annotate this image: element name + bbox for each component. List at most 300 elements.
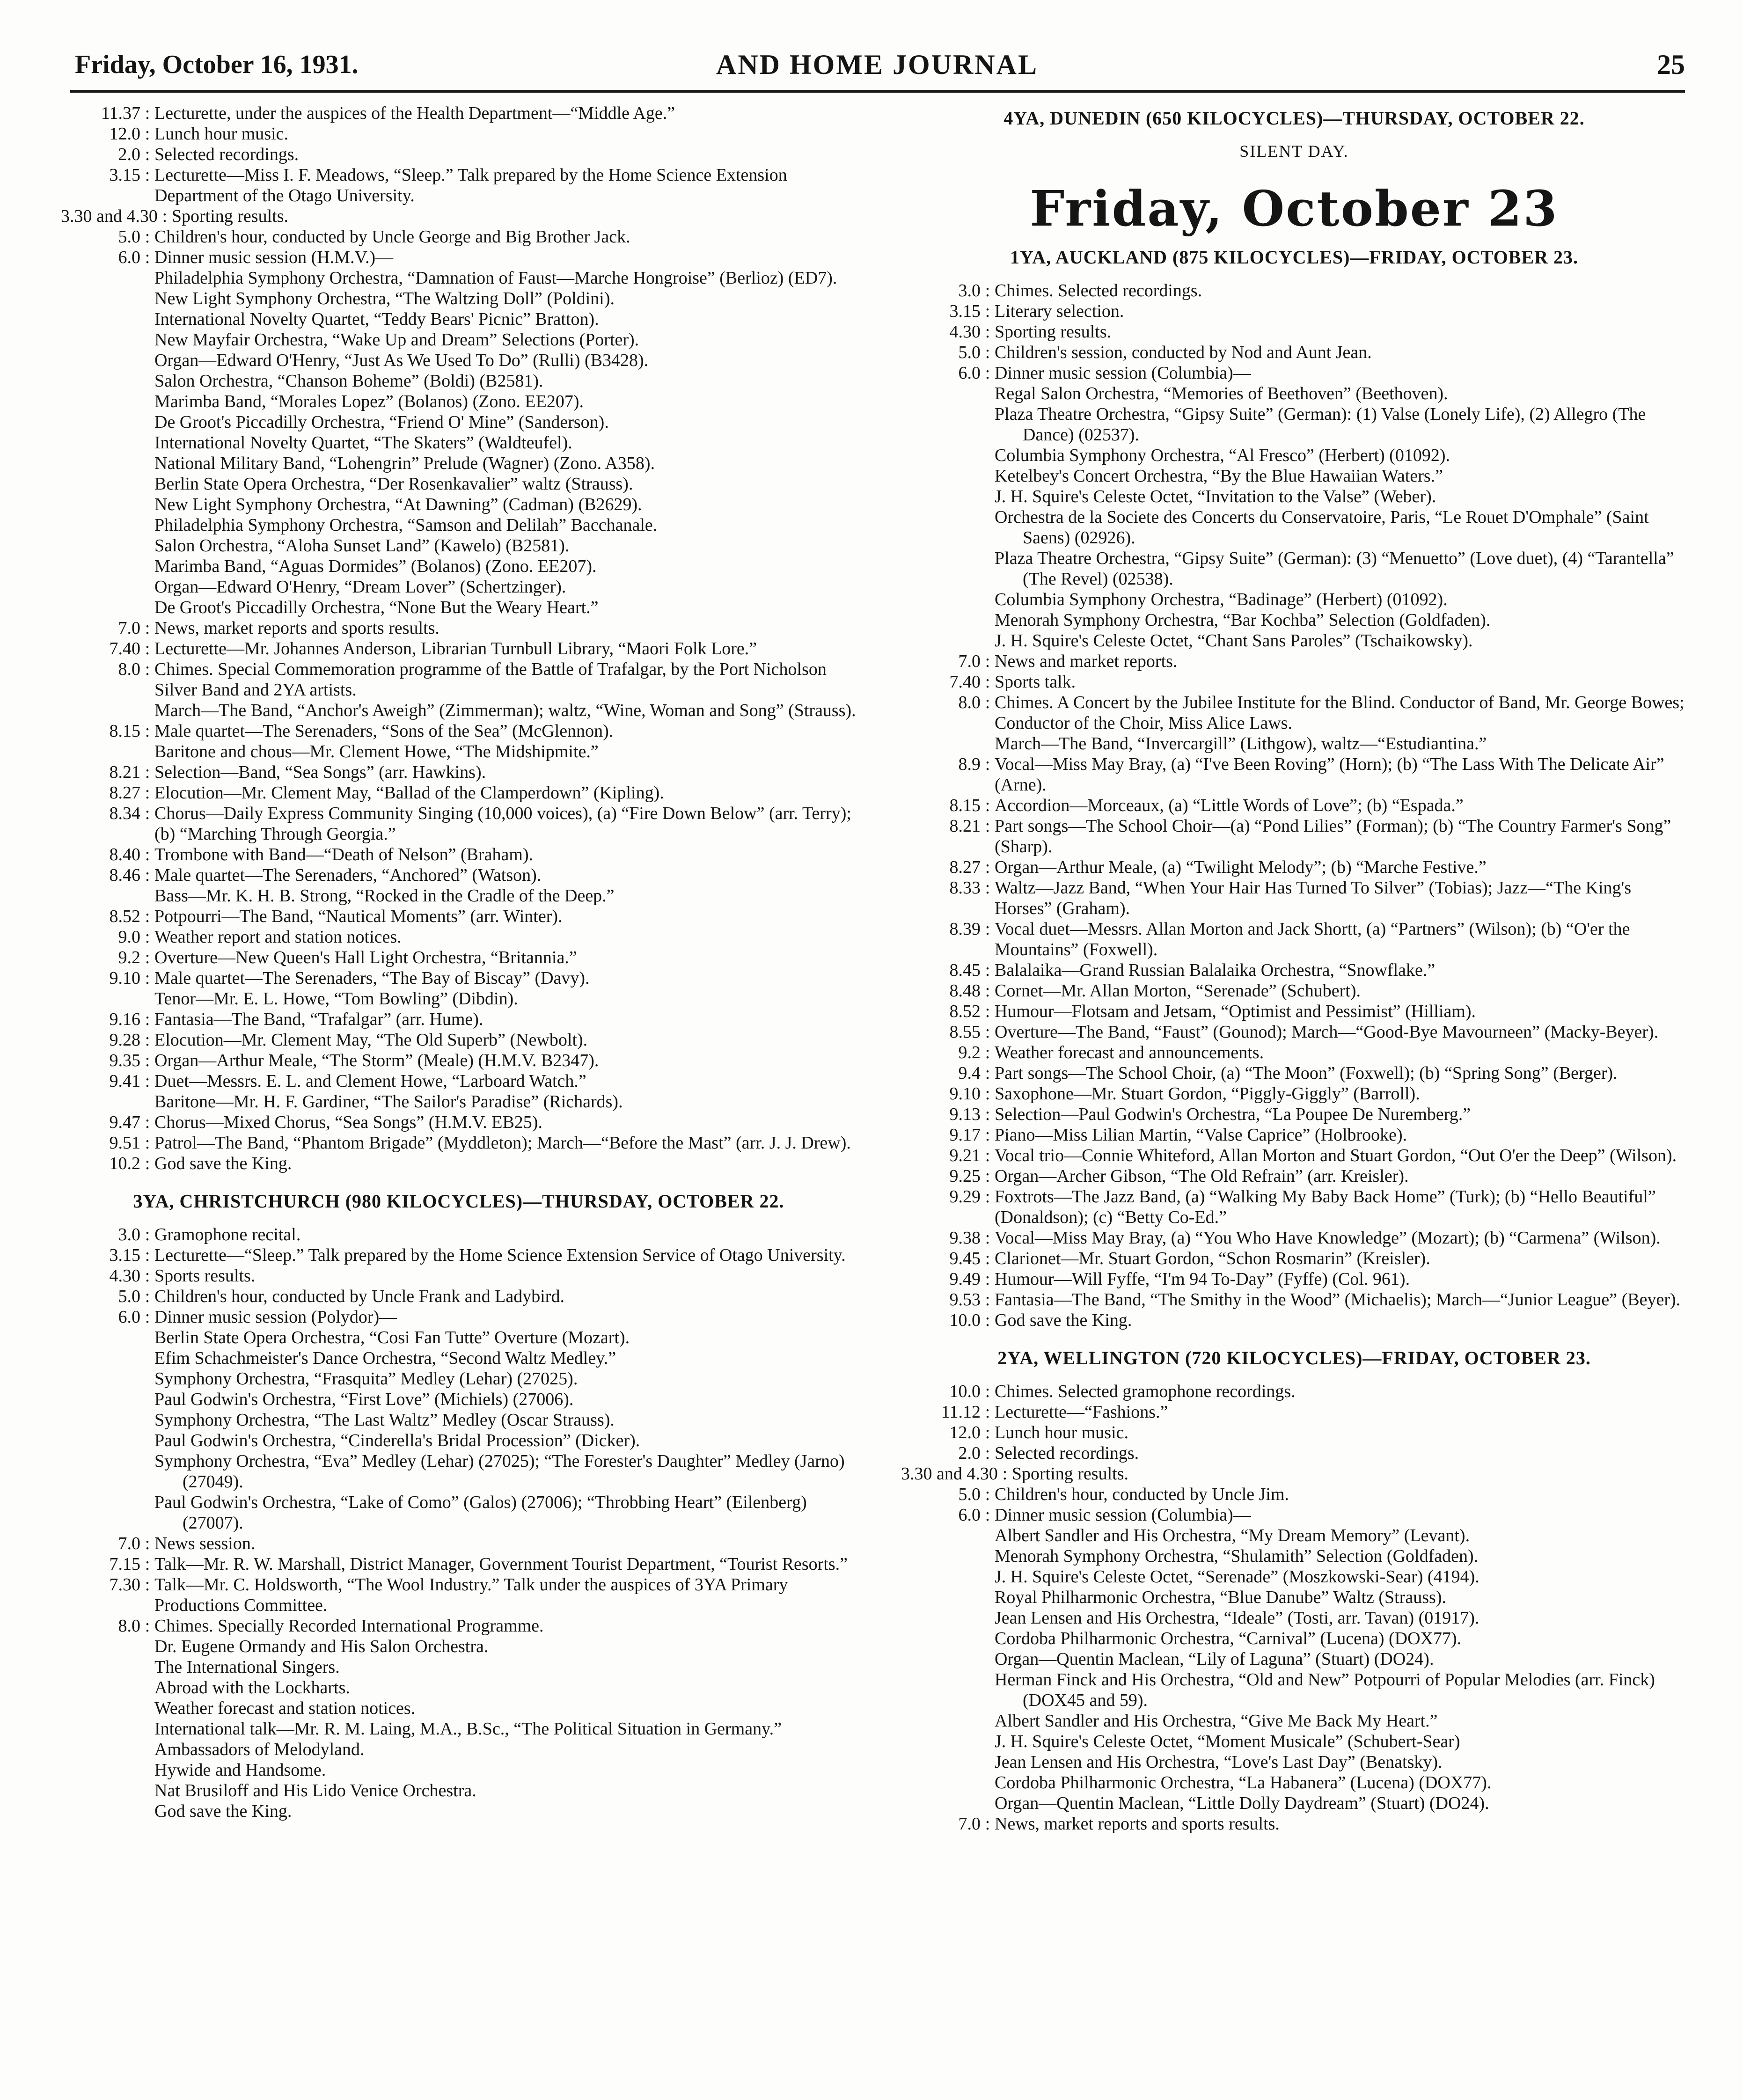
program-entry — [901, 795, 1687, 816]
program-entry — [901, 1269, 1687, 1289]
entry-separator: : — [985, 878, 990, 898]
entry-separator: : — [985, 1382, 990, 1401]
silent-day-note: SILENT DAY. — [1239, 142, 1349, 161]
entry-time: 5.0 — [958, 343, 981, 362]
entry-text: Selection—Paul Godwin's Orchestra, “La Poupee De Nuremberg.” — [995, 1105, 1471, 1124]
entry-time: 8.40 — [109, 845, 140, 864]
entry-text: News and market reports. — [995, 651, 1178, 671]
entry-text: Lecturette—Mr. Johannes Anderson, Librarian Turnbull Library, “Maori Folk Lore.” — [154, 639, 757, 659]
sub-item-list — [61, 1091, 857, 1112]
program-list — [61, 1533, 857, 1636]
entry-text: Patrol—The Band, “Phantom Brigade” (Myddleton); March—“Before the Mast” (arr. J. J. Drew). — [154, 1133, 851, 1153]
entry-time: 4.30 — [949, 322, 981, 342]
list-item: Albert Sandler and His Orchestra, “My Dream Memory” (Levant). — [995, 1526, 1470, 1545]
list-item: J. H. Squire's Celeste Octet, “Invitation to the Valse” (Weber). — [995, 487, 1436, 506]
entry-separator: : — [145, 1534, 150, 1553]
entry-text: Dinner music session (Polydor)— — [154, 1307, 397, 1327]
list-item: The International Singers. — [154, 1657, 340, 1677]
program-entry — [61, 165, 857, 206]
program-entry — [61, 1616, 857, 1636]
entry-text: Clarionet—Mr. Stuart Gordon, “Schon Rosmarin” (Kreisler). — [995, 1249, 1430, 1268]
entry-separator: : — [985, 1228, 990, 1248]
list-item: Symphony Orchestra, “The Last Waltz” Medley (Oscar Strauss). — [154, 1410, 615, 1430]
entry-text: Chorus—Mixed Chorus, “Sea Songs” (H.M.V. EB25). — [154, 1112, 542, 1132]
entry-separator: : — [145, 1245, 150, 1265]
entry-separator: : — [145, 783, 150, 803]
entry-text: Chimes. Selected recordings. — [995, 281, 1202, 300]
program-entry — [901, 1042, 1687, 1063]
program-entry — [901, 672, 1687, 692]
program-entry — [901, 1310, 1687, 1331]
header-title: AND HOME JOURNAL — [716, 49, 1038, 80]
entry-time: 8.0 — [118, 659, 140, 679]
list-item: J. H. Squire's Celeste Octet, “Chant Sans Paroles” (Tschaikowsky). — [995, 631, 1473, 651]
entry-time: 8.27 — [949, 857, 981, 877]
entry-separator: : — [985, 363, 990, 383]
list-item: Menorah Symphony Orchestra, “Shulamith” Selection (Goldfaden). — [995, 1546, 1479, 1566]
program-entry — [61, 144, 857, 165]
entry-text: Talk—Mr. C. Holdsworth, “The Wool Industry.” Talk under the auspices of 3YA Primary Productions Committee. — [154, 1575, 788, 1615]
list-item: Paul Godwin's Orchestra, “Cinderella's Bridal Procession” (Dicker). — [154, 1431, 640, 1450]
program-list — [61, 906, 857, 988]
program-list — [901, 651, 1687, 733]
entry-separator: : — [985, 343, 990, 362]
program-entry — [61, 1245, 857, 1266]
entry-text: Trombone with Band—“Death of Nelson” (Braham). — [154, 845, 534, 864]
entry-separator: : — [1002, 1464, 1008, 1484]
program-entry — [61, 1071, 857, 1091]
sub-item-list — [61, 700, 857, 721]
entry-text: Overture—The Band, “Faust” (Gounod); March—“Good-Bye Mavourneen” (Macky-Beyer). — [995, 1022, 1659, 1042]
entry-separator: : — [145, 927, 150, 947]
entry-text: Humour—Flotsam and Jetsam, “Optimist and Pessimist” (Hilliam). — [995, 1002, 1476, 1021]
entry-text: Vocal duet—Messrs. Allan Morton and Jack Shortt, (a) “Partners” (Wilson); (b) “O'er the Mountains” (Foxwell). — [995, 919, 1630, 959]
list-item: Menorah Symphony Orchestra, “Bar Kochba” Selection (Goldfaden). — [995, 610, 1491, 630]
left-column — [61, 103, 857, 1822]
entry-text: Weather report and station notices. — [154, 927, 402, 947]
program-entry — [901, 280, 1687, 301]
entry-time: 7.0 — [118, 618, 140, 638]
entry-separator: : — [145, 1266, 150, 1286]
entry-text: Selected recordings. — [995, 1443, 1139, 1463]
station-heading-wellington: 2YA, WELLINGTON (720 KILOCYCLES)—FRIDAY, OCTOBER 23. — [997, 1347, 1591, 1368]
entry-text: News session. — [154, 1534, 256, 1553]
program-entry — [901, 1145, 1687, 1166]
entry-time: 9.17 — [949, 1125, 981, 1145]
entry-time: 8.48 — [949, 981, 981, 1001]
entry-separator: : — [985, 1505, 990, 1525]
entry-separator: : — [985, 796, 990, 815]
list-item: Organ—Quentin Maclean, “Little Dolly Daydream” (Stuart) (DO24). — [995, 1793, 1489, 1813]
entry-text: Saxophone—Mr. Stuart Gordon, “Piggly-Giggly” (Barroll). — [995, 1084, 1420, 1104]
list-item: Berlin State Opera Orchestra, “Cosi Fan Tutte” Overture (Mozart). — [154, 1328, 630, 1347]
entry-separator: : — [985, 1814, 990, 1834]
entry-time: 8.15 — [109, 721, 140, 741]
entry-time: 12.0 — [109, 124, 140, 144]
entry-text: Fantasia—The Band, “Trafalgar” (arr. Hume). — [154, 1010, 483, 1029]
entry-time: 9.2 — [958, 1043, 981, 1062]
list-item: J. H. Squire's Celeste Octet, “Moment Musicale” (Schubert-Sear) — [995, 1732, 1460, 1751]
program-entry — [61, 947, 857, 968]
program-entry — [901, 1083, 1687, 1104]
entry-separator: : — [985, 1084, 990, 1104]
list-item: Tenor—Mr. E. L. Howe, “Tom Bowling” (Dibdin). — [154, 989, 518, 1009]
program-entry — [61, 844, 857, 865]
entry-time: 9.47 — [109, 1112, 140, 1132]
list-item: Cordoba Philharmonic Orchestra, “La Habanera” (Lucena) (DOX77). — [995, 1773, 1492, 1793]
entry-separator: : — [985, 1269, 990, 1289]
program-entry — [901, 1186, 1687, 1228]
list-item: International talk—Mr. R. M. Laing, M.A., B.Sc., “The Political Situation in Germany.” — [154, 1719, 782, 1739]
dinner-music-list — [901, 1525, 1687, 1814]
entry-separator: : — [985, 1187, 990, 1207]
entry-time: 9.51 — [109, 1133, 140, 1153]
list-item: Salon Orchestra, “Aloha Sunset Land” (Kawelo) (B2581). — [154, 536, 570, 556]
entry-separator: : — [985, 960, 990, 980]
entry-text: Children's hour, conducted by Uncle Jim. — [995, 1485, 1289, 1504]
entry-time: 9.10 — [949, 1084, 981, 1104]
entry-time: 8.21 — [949, 816, 981, 836]
entry-time: 8.9 — [958, 754, 981, 774]
program-entry — [61, 638, 857, 659]
entry-separator: : — [145, 639, 150, 659]
entry-time: 7.0 — [958, 651, 981, 671]
program-list — [61, 1112, 857, 1174]
entry-time: 7.40 — [949, 672, 981, 692]
entry-separator: : — [145, 804, 150, 823]
entry-text: News, market reports and sports results. — [154, 618, 439, 638]
entry-separator: : — [145, 1071, 150, 1091]
entry-separator: : — [145, 845, 150, 864]
entry-text: Male quartet—The Serenaders, “Sons of the Sea” (McGlennon). — [154, 721, 614, 741]
entry-text: Children's hour, conducted by Uncle George and Big Brother Jack. — [154, 227, 630, 247]
list-item: Organ—Edward O'Henry, “Just As We Used To Do” (Rulli) (B3428). — [154, 351, 649, 370]
entry-text: Weather forecast and announcements. — [995, 1043, 1264, 1062]
entry-time: 6.0 — [958, 1505, 981, 1525]
entry-time: 8.34 — [109, 804, 140, 823]
list-item: Weather forecast and station notices. — [154, 1698, 416, 1718]
entry-separator: : — [985, 1146, 990, 1165]
entry-separator: : — [985, 981, 990, 1001]
entry-separator: : — [145, 1112, 150, 1132]
program-entry — [901, 1063, 1687, 1083]
list-item: Marimba Band, “Morales Lopez” (Bolanos) (Zono. EE207). — [154, 392, 584, 411]
program-entry — [61, 659, 857, 700]
sub-item-list — [61, 1636, 857, 1822]
entry-text: Accordion—Morceaux, (a) “Little Words of Love”; (b) “Espada.” — [995, 796, 1464, 815]
entry-text: Chorus—Daily Express Community Singing (10,000 voices), (a) “Fire Down Below” (arr. Terry); (b) “Marching Through Georgia.” — [154, 804, 851, 844]
list-item: Berlin State Opera Orchestra, “Der Rosenkavalier” waltz (Strauss). — [154, 474, 633, 494]
list-item: Orchestra de la Societe des Concerts du Conservatoire, Paris, “Le Rouet D'Omphale” (Saint Saens) (02926). — [995, 507, 1649, 548]
program-entry — [901, 1443, 1687, 1463]
entry-time: 9.28 — [109, 1030, 140, 1050]
entry-time: 9.13 — [949, 1105, 981, 1124]
program-entry — [901, 301, 1687, 322]
entry-separator: : — [145, 227, 150, 247]
list-item: J. H. Squire's Celeste Octet, “Serenade” (Moszkowski-Sear) (4194). — [995, 1567, 1479, 1587]
program-entry — [901, 1463, 1687, 1484]
entry-time: 9.2 — [118, 948, 140, 967]
sub-item-list — [61, 988, 857, 1009]
program-entry — [901, 1505, 1687, 1525]
entry-text: Lunch hour music. — [995, 1423, 1129, 1442]
entry-text: Chimes. Specially Recorded International Programme. — [154, 1616, 544, 1636]
entry-time: 6.0 — [118, 248, 140, 267]
entry-separator: : — [145, 762, 150, 782]
entry-separator: : — [985, 322, 990, 342]
entry-text: Dinner music session (H.M.V.)— — [154, 248, 394, 267]
sub-item-list — [901, 733, 1687, 754]
program-list — [901, 280, 1687, 383]
program-list — [61, 618, 857, 700]
list-item: De Groot's Piccadilly Orchestra, “None But the Weary Heart.” — [154, 598, 599, 617]
program-entry — [901, 960, 1687, 980]
entry-text: Lecturette—“Sleep.” Talk prepared by the Home Science Extension Service of Otago University. — [154, 1245, 846, 1265]
program-entry — [61, 124, 857, 144]
entry-text: Vocal—Miss May Bray, (a) “I've Been Roving” (Horn); (b) “The Lass With The Delicate Air” (Arne). — [995, 754, 1664, 795]
entry-text: Selection—Band, “Sea Songs” (arr. Hawkins). — [154, 762, 486, 782]
sub-item-list — [61, 741, 857, 762]
dinner-music-list — [61, 268, 857, 618]
entry-text: Fantasia—The Band, “The Smithy in the Wood” (Michaelis); March—“Junior League” (Beyer). — [995, 1290, 1681, 1310]
list-item: Paul Godwin's Orchestra, “First Love” (Michiels) (27006). — [154, 1390, 574, 1409]
entry-time: 8.39 — [949, 919, 981, 939]
entry-time: 12.0 — [949, 1423, 981, 1442]
entry-text: Lecturette, under the auspices of the Health Department—“Middle Age.” — [154, 103, 675, 123]
program-entry — [901, 1104, 1687, 1125]
entry-separator: : — [145, 1010, 150, 1029]
entry-text: Humour—Will Fyffe, “I'm 94 To-Day” (Fyffe) (Col. 961). — [995, 1269, 1410, 1289]
entry-text: Chimes. Selected gramophone recordings. — [995, 1382, 1296, 1401]
entry-text: Organ—Arthur Meale, “The Storm” (Meale) (H.M.V. B2347). — [154, 1051, 599, 1070]
entry-time: 9.35 — [109, 1051, 140, 1070]
list-item: International Novelty Quartet, “Teddy Bears' Picnic” Bratton). — [154, 309, 599, 329]
program-entry — [901, 1402, 1687, 1422]
entry-text: Lunch hour music. — [154, 124, 289, 144]
program-entry — [61, 783, 857, 803]
entry-time: 9.45 — [949, 1249, 981, 1268]
page-number: 25 — [1657, 49, 1685, 80]
list-item: New Mayfair Orchestra, “Wake Up and Dream” Selections (Porter). — [154, 330, 639, 350]
entry-time: 5.0 — [118, 1287, 140, 1306]
entry-separator: : — [145, 865, 150, 885]
program-entry — [61, 1574, 857, 1616]
entry-text: Organ—Archer Gibson, “The Old Refrain” (arr. Kreisler). — [995, 1166, 1409, 1186]
entry-time: 3.30 and 4.30 — [901, 1464, 998, 1484]
entry-separator: : — [985, 1290, 990, 1310]
entry-time: 9.41 — [109, 1071, 140, 1091]
list-item: Cordoba Philharmonic Orchestra, “Carnival” (Lucena) (DOX77). — [995, 1629, 1462, 1648]
entry-text: Piano—Miss Lilian Martin, “Valse Caprice” (Holbrooke). — [995, 1125, 1407, 1145]
entry-separator: : — [145, 1287, 150, 1306]
program-list — [61, 103, 857, 268]
entry-time: 2.0 — [118, 145, 140, 164]
list-item: Regal Salon Orchestra, “Memories of Beethoven” (Beethoven). — [995, 384, 1448, 403]
program-entry — [61, 1286, 857, 1307]
entry-time: 9.53 — [949, 1290, 981, 1310]
list-item: Royal Philharmonic Orchestra, “Blue Danube” Waltz (Strauss). — [995, 1588, 1446, 1607]
entry-text: Lecturette—“Fashions.” — [995, 1402, 1168, 1422]
entry-time: 3.0 — [118, 1225, 140, 1244]
entry-text: Organ—Arthur Meale, (a) “Twilight Melody”; (b) “Marche Festive.” — [995, 857, 1487, 877]
entry-separator: : — [985, 1485, 990, 1504]
station-heading-auckland: 1YA, AUCKLAND (875 KILOCYCLES)—FRIDAY, OCTOBER 23. — [1010, 247, 1578, 268]
entry-text: Selected recordings. — [154, 145, 299, 164]
program-entry — [61, 721, 857, 741]
entry-text: Potpourri—The Band, “Nautical Moments” (arr. Winter). — [154, 907, 563, 926]
program-entry — [901, 1125, 1687, 1145]
entry-text: Lecturette—Miss I. F. Meadows, “Sleep.” Talk prepared by the Home Science Extension Department of the Otago University. — [154, 165, 787, 205]
entry-time: 10.0 — [949, 1310, 981, 1330]
list-item: Paul Godwin's Orchestra, “Lake of Como” (Galos) (27006); “Throbbing Heart” (Eilenberg) (27007). — [154, 1493, 807, 1533]
entry-separator: : — [985, 754, 990, 774]
list-item: National Military Band, “Lohengrin” Prelude (Wagner) (Zono. A358). — [154, 454, 655, 473]
entry-separator: : — [985, 1002, 990, 1021]
list-item: Abroad with the Lockharts. — [154, 1678, 350, 1698]
entry-time: 7.0 — [118, 1534, 140, 1553]
program-entry — [901, 651, 1687, 672]
entry-separator: : — [145, 165, 150, 185]
list-item: Symphony Orchestra, “Frasquita” Medley (Lehar) (27025). — [154, 1369, 578, 1389]
entry-separator: : — [985, 651, 990, 671]
entry-time: 3.15 — [949, 301, 981, 321]
entry-separator: : — [145, 248, 150, 267]
program-entry — [61, 1133, 857, 1153]
program-list — [61, 721, 857, 741]
entry-text: Part songs—The School Choir—(a) “Pond Lilies” (Forman); (b) “The Country Farmer's Song” (Sharp). — [995, 816, 1671, 856]
entry-time: 7.40 — [109, 639, 140, 659]
entry-separator: : — [985, 1423, 990, 1442]
list-item: Salon Orchestra, “Chanson Boheme” (Boldi) (B2581). — [154, 371, 543, 391]
program-entry — [61, 968, 857, 988]
program-entry — [901, 1422, 1687, 1443]
entry-separator: : — [145, 659, 150, 679]
program-entry — [61, 103, 857, 124]
entry-text: Elocution—Mr. Clement May, “The Old Superb” (Newbolt). — [154, 1030, 588, 1050]
program-entry — [901, 1001, 1687, 1022]
entry-text: Children's session, conducted by Nod and Aunt Jean. — [995, 343, 1372, 362]
entry-time: 5.0 — [118, 227, 140, 247]
program-entry — [901, 1248, 1687, 1269]
entry-text: Vocal trio—Connie Whiteford, Allan Morton and Stuart Gordon, “Out O'er the Deep” (Wilson). — [995, 1146, 1677, 1165]
entry-text: Duet—Messrs. E. L. and Clement Howe, “Larboard Watch.” — [154, 1071, 586, 1091]
entry-text: Elocution—Mr. Clement May, “Ballad of the Clamperdown” (Kipling). — [154, 783, 664, 803]
program-list — [901, 754, 1687, 1331]
list-item: Dr. Eugene Ormandy and His Salon Orchestra. — [154, 1637, 489, 1656]
entry-time: 8.21 — [109, 762, 140, 782]
program-entry — [61, 618, 857, 638]
entry-time: 8.52 — [949, 1002, 981, 1021]
entry-time: 8.0 — [118, 1616, 140, 1636]
entry-separator: : — [985, 693, 990, 712]
entry-separator: : — [145, 1307, 150, 1327]
entry-separator: : — [145, 721, 150, 741]
entry-text: News, market reports and sports results. — [995, 1814, 1280, 1834]
program-entry — [901, 857, 1687, 878]
entry-separator: : — [145, 1133, 150, 1153]
entry-text: Balalaika—Grand Russian Balalaika Orchestra, “Snowflake.” — [995, 960, 1435, 980]
list-item: Herman Finck and His Orchestra, “Old and New” Potpourri of Popular Melodies (arr. Finck) (DOX45 and 59). — [995, 1670, 1655, 1710]
list-item: Jean Lensen and His Orchestra, “Love's Last Day” (Benatsky). — [995, 1752, 1443, 1772]
program-entry — [61, 227, 857, 247]
program-entry — [61, 1533, 857, 1554]
entry-separator: : — [145, 1051, 150, 1070]
list-item: Marimba Band, “Aguas Dormides” (Bolanos) (Zono. EE207). — [154, 556, 597, 576]
program-entry — [61, 1554, 857, 1574]
entry-time: 8.55 — [949, 1022, 981, 1042]
entry-text: God save the King. — [995, 1310, 1132, 1330]
list-item: Ketelbey's Concert Orchestra, “By the Blue Hawaiian Waters.” — [995, 466, 1443, 486]
list-item: Organ—Quentin Maclean, “Lily of Laguna” (Stuart) (DO24). — [995, 1649, 1434, 1669]
entry-separator: : — [985, 1310, 990, 1330]
program-entry — [61, 865, 857, 885]
program-entry — [61, 1009, 857, 1030]
entry-separator: : — [145, 618, 150, 638]
list-item: Jean Lensen and His Orchestra, “Ideale” (Tosti, arr. Tavan) (01917). — [995, 1608, 1479, 1628]
program-entry — [901, 342, 1687, 363]
list-item: International Novelty Quartet, “The Skaters” (Waldteufel). — [154, 433, 572, 453]
program-entry — [901, 1814, 1687, 1834]
list-item: Albert Sandler and His Orchestra, “Give Me Back My Heart.” — [995, 1711, 1438, 1731]
entry-separator: : — [162, 206, 168, 226]
entry-time: 8.0 — [958, 693, 981, 712]
entry-time: 3.0 — [958, 281, 981, 300]
entry-text: Sporting results. — [171, 206, 288, 226]
program-entry — [901, 919, 1687, 960]
program-entry — [901, 816, 1687, 857]
entry-time: 9.0 — [118, 927, 140, 947]
list-item: Plaza Theatre Orchestra, “Gipsy Suite” (German): (1) Valse (Lonely Life), (2) Allegro (The Dance) (02537). — [995, 404, 1646, 445]
program-entry — [61, 1050, 857, 1071]
entry-time: 3.15 — [109, 165, 140, 185]
entry-text: Foxtrots—The Jazz Band, (a) “Walking My Baby Back Home” (Turk); (b) “Hello Beautiful” (Donaldson); (c) “Betty Co-Ed.” — [995, 1187, 1656, 1227]
program-entry — [61, 803, 857, 844]
list-item: Hywide and Handsome. — [154, 1760, 326, 1780]
entry-text: Vocal—Miss May Bray, (a) “You Who Have Knowledge” (Mozart); (b) “Carmena” (Wilson). — [995, 1228, 1661, 1248]
program-list — [901, 1381, 1687, 1525]
entry-time: 9.38 — [949, 1228, 981, 1248]
entry-text: Dinner music session (Columbia)— — [995, 1505, 1251, 1525]
entry-time: 10.2 — [109, 1154, 140, 1173]
entry-text: Chimes. Special Commemoration programme of the Battle of Trafalgar, by the Port Nicholson Silver Band and 2YA artists. — [154, 659, 827, 700]
program-entry — [901, 1484, 1687, 1505]
program-entry — [61, 762, 857, 783]
entry-time: 6.0 — [958, 363, 981, 383]
list-item: March—The Band, “Anchor's Aweigh” (Zimmerman); waltz, “Wine, Woman and Song” (Strauss). — [154, 701, 856, 720]
program-entry — [901, 363, 1687, 383]
program-list — [61, 1009, 857, 1091]
list-item: Philadelphia Symphony Orchestra, “Damnation of Faust—Marche Hongroise” (Berlioz) (ED7). — [154, 268, 837, 288]
entry-text: Male quartet—The Serenaders, “The Bay of Biscay” (Davy). — [154, 968, 590, 988]
entry-time: 7.15 — [109, 1554, 140, 1574]
program-entry — [901, 980, 1687, 1001]
entry-separator: : — [985, 301, 990, 321]
program-entry — [61, 906, 857, 927]
entry-text: Sports results. — [154, 1266, 256, 1286]
program-list — [901, 1814, 1687, 1834]
entry-time: 9.21 — [949, 1146, 981, 1165]
list-item: Nat Brusiloff and His Lido Venice Orchestra. — [154, 1781, 476, 1800]
entry-separator: : — [145, 1554, 150, 1574]
entry-separator: : — [985, 281, 990, 300]
station-heading-dunedin: 4YA, DUNEDIN (650 KILOCYCLES)—THURSDAY, OCTOBER 22. — [1003, 108, 1585, 129]
list-item: Columbia Symphony Orchestra, “Badinage” (Herbert) (01092). — [995, 590, 1448, 609]
entry-time: 9.16 — [109, 1010, 140, 1029]
list-item: Philadelphia Symphony Orchestra, “Samson and Delilah” Bacchanale. — [154, 515, 658, 535]
entry-time: 10.0 — [949, 1382, 981, 1401]
list-item: New Light Symphony Orchestra, “The Waltzing Doll” (Poldini). — [154, 289, 615, 308]
list-item: Ambassadors of Melodyland. — [154, 1740, 365, 1759]
